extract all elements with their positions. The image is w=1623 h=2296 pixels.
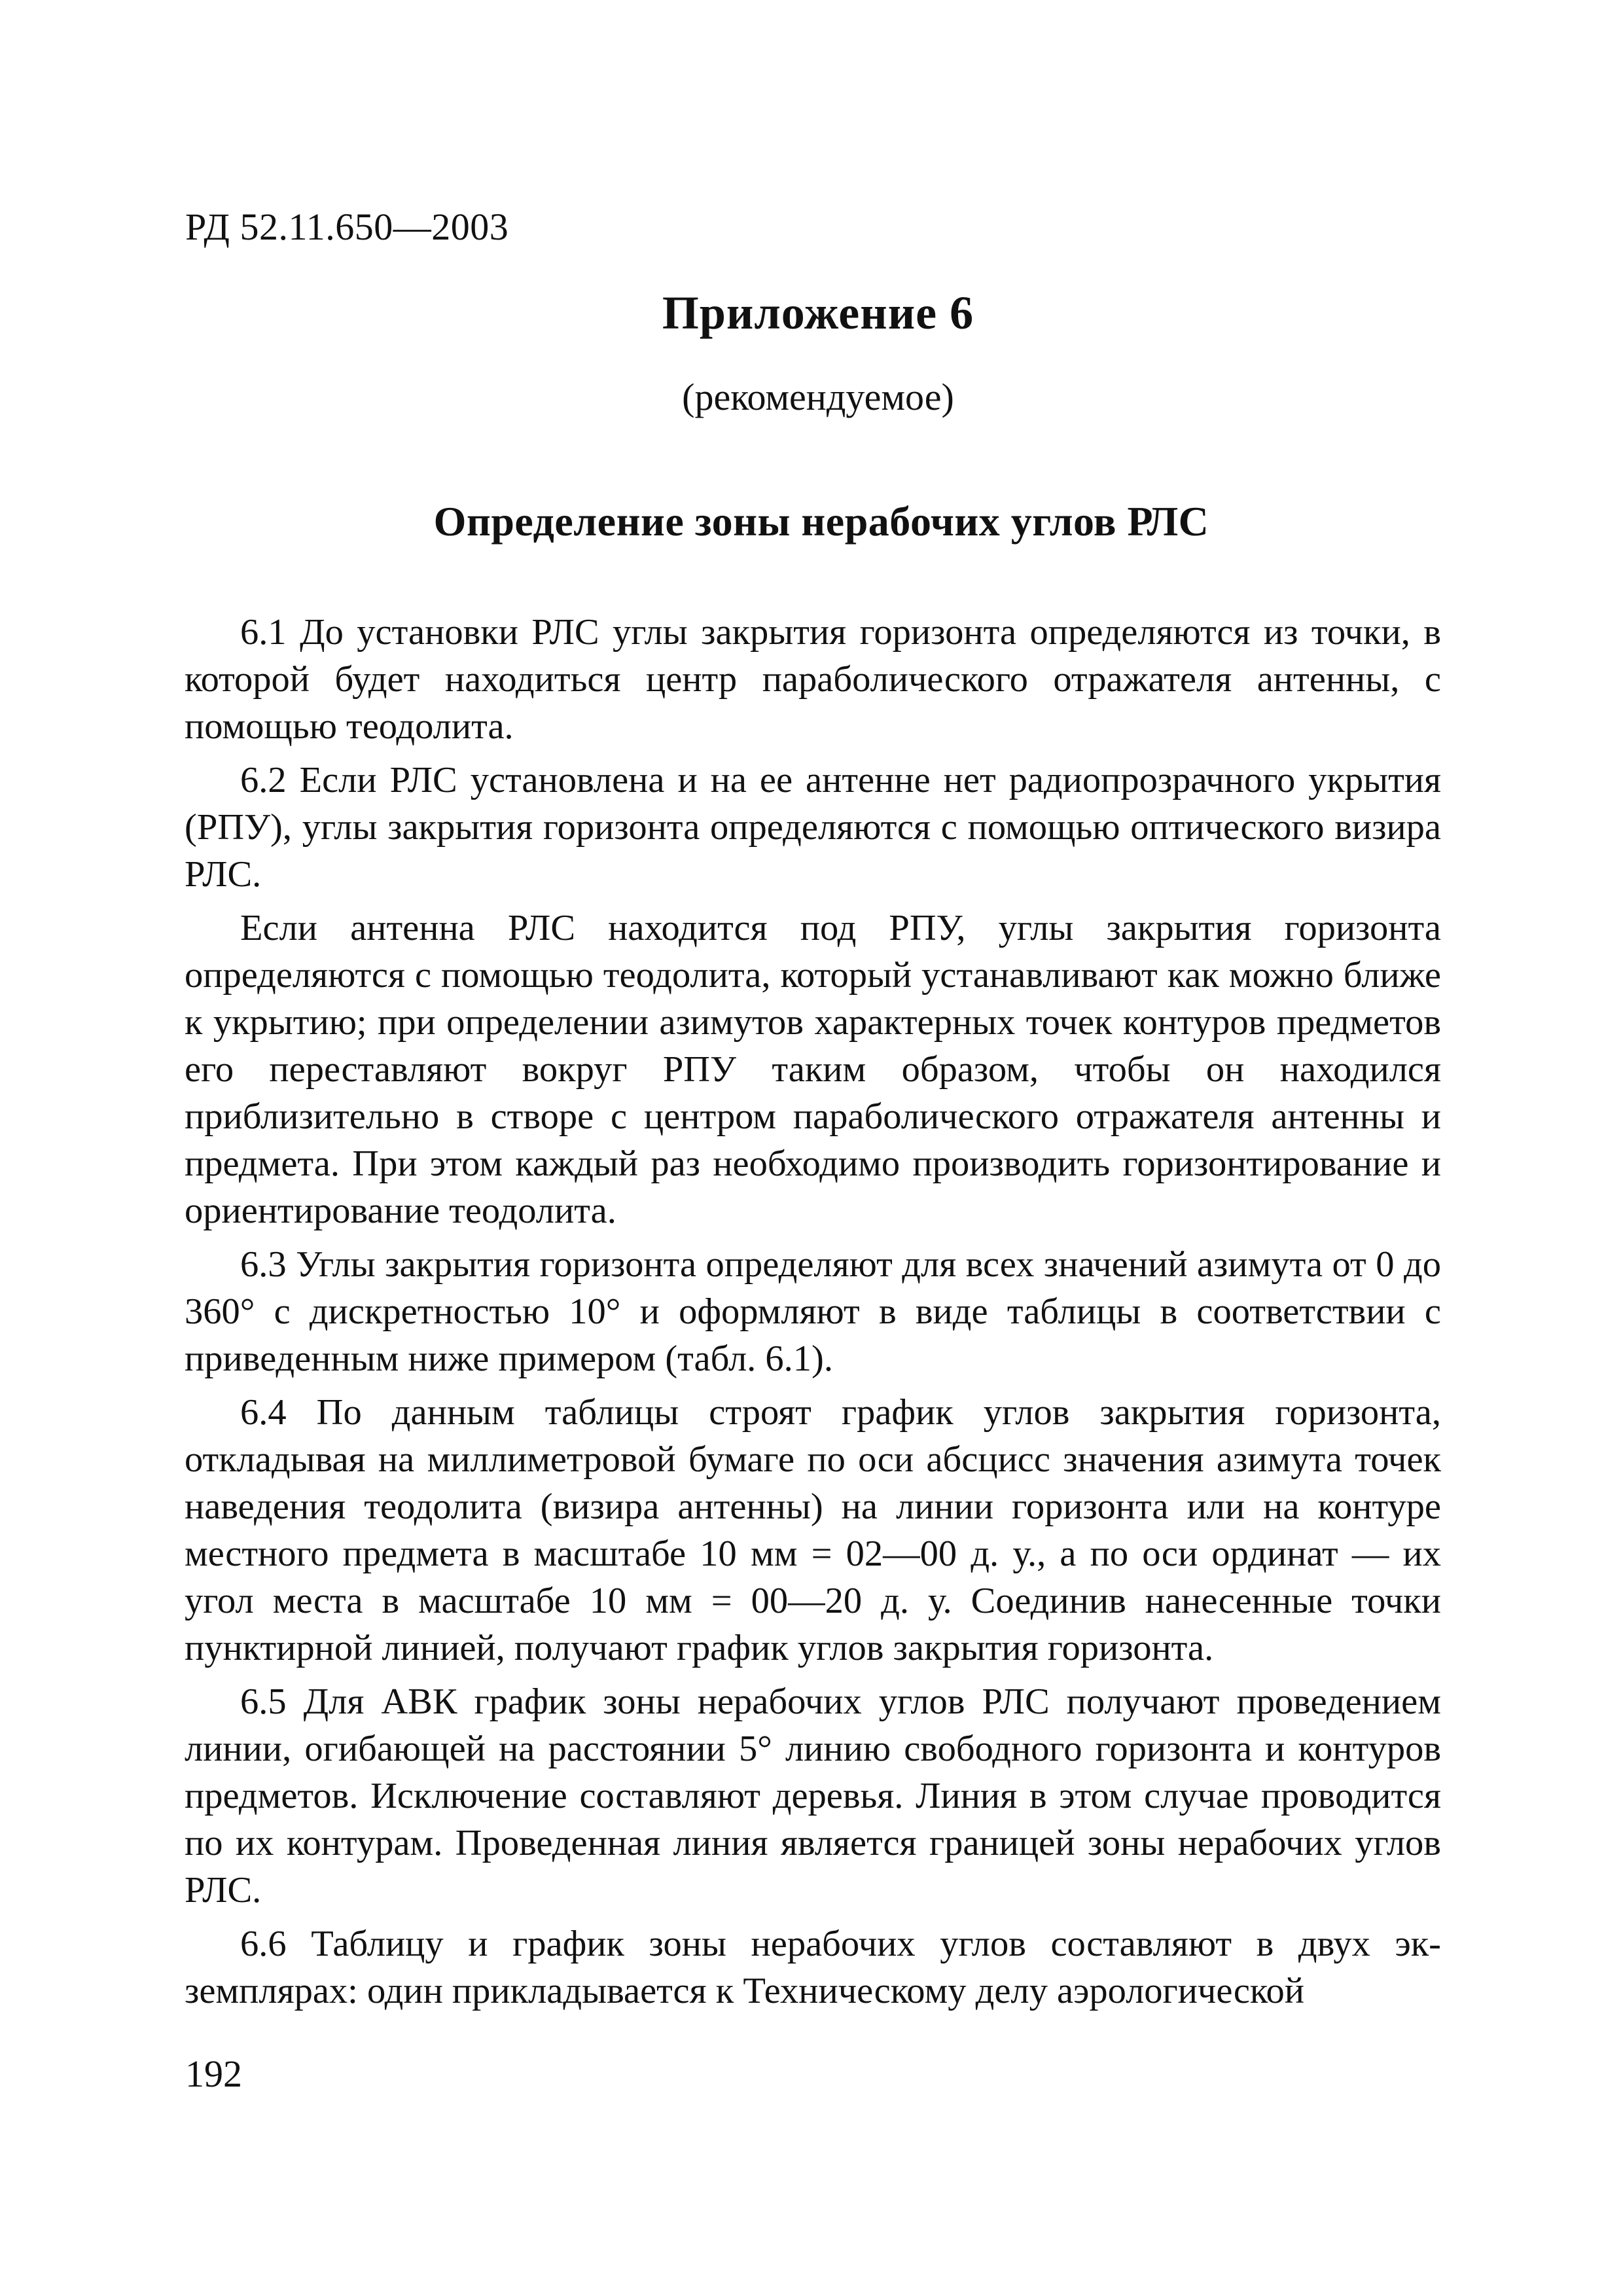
paragraph-6-1: 6.1 До установки РЛС углы закрытия горизонта определяются из точки, в которой будет находиться центр параболического отражателя антенны, с помощью теодолита.: [185, 612, 1441, 747]
paragraph-6-4: 6.4 По данным таблицы строят график углов закрытия горизонта, откладывая на миллиметровой бумаге по оси абсцисс значения азимута точек наведения теодолита (визира антенны) на линии горизонта или на контуре местного предмета в масштабе 10 мм = 02—00 д. у., а по оси ординат — их угол места в масштабе 10 мм = 00—20 д. у. Соединив нанесенные точки пунктирной линией, получают график углов закрытия горизонта.: [185, 1392, 1441, 1668]
paragraph-6-2: 6.2 Если РЛС установлена и на ее антенне нет радиопрозрачного укрытия (РПУ), углы закрытия горизонта определяются с помощью оптического визира РЛС.: [185, 760, 1441, 895]
page-number: 192: [185, 2053, 242, 2095]
body-text: [185, 609, 1441, 2021]
section-title: Определение зоны нерабочих углов РЛС: [433, 498, 1209, 545]
appendix-title: Приложение 6: [662, 287, 974, 339]
paragraph-6-3: 6.3 Углы закрытия горизонта определяют для всех значений азимута от 0 до 360° с дискретностью 10° и оформляют в виде таблицы в соответствии с приведенным ниже примером (табл. 6.1).: [185, 1244, 1441, 1379]
paragraph-6-6: 6.6 Таблицу и график зоны нерабочих углов составляют в двух экземплярах: один прикладывается к Техническому делу аэрологической: [185, 1924, 1441, 2011]
appendix-status-note: (рекомендуемое): [682, 376, 954, 418]
paragraph-6-2-continued: Если антенна РЛС находится под РПУ, углы закрытия горизонта определяются с помощью теодолита, который устанавливают как можно ближе к укрытию; при определении азимутов характерных точек контуров предметов его переставляют вокруг РПУ таким образом, чтобы он находился приблизительно в створе с центром параболического отражателя антенны и предмета. При этом каждый раз необходимо производить горизонтирование и ориентирование теодолита.: [185, 908, 1441, 1231]
paragraph-6-5: 6.5 Для АВК график зоны нерабочих углов РЛС получают проведением линии, огибающей на расстоянии 5° линию свободного горизонта и контуров предметов. Исключение составляют деревья. Линия в этом случае проводится по их контурам. Проведенная линия является границей зоны нерабочих углов РЛС.: [185, 1681, 1441, 1910]
document-code: РД 52.11.650—2003: [185, 206, 509, 248]
